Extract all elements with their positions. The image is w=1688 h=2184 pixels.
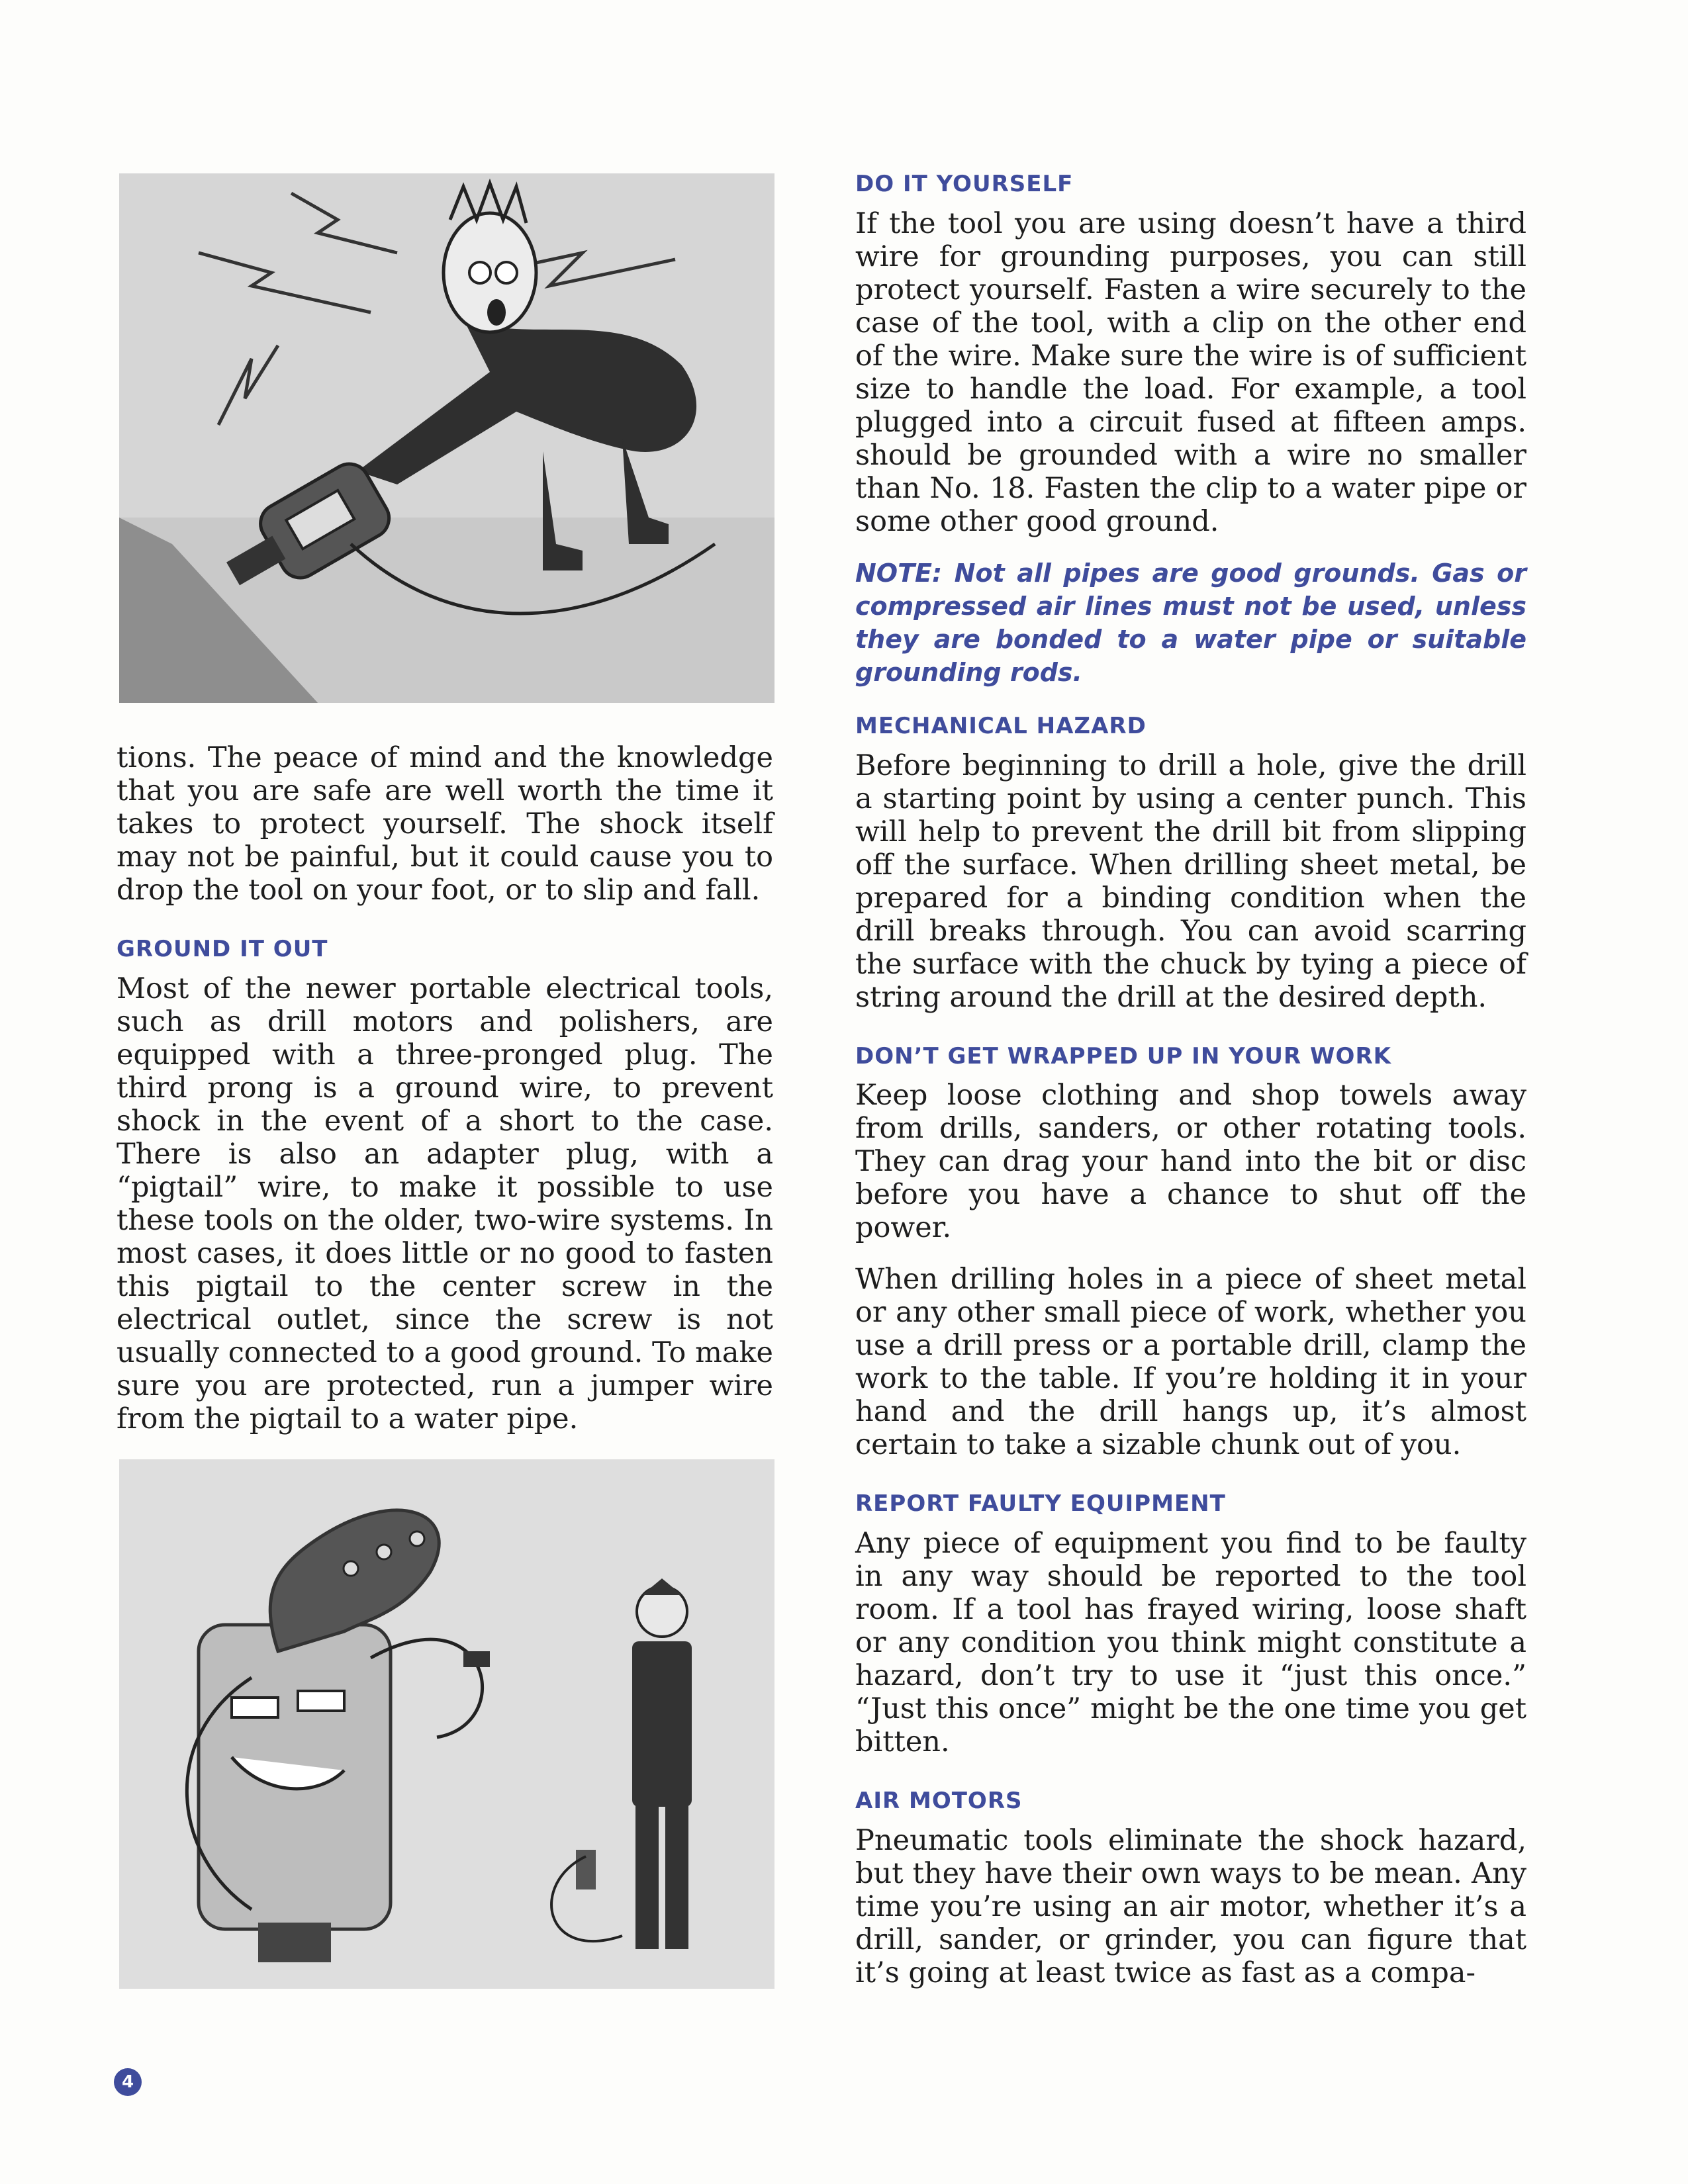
report-faulty-equipment-paragraph: Any piece of equipment you find to be faulty in any way should be reported to the tool room. If a tool has frayed wiring, loose shaft or any condition you think might constitute a hazard, don’t try to use it “just this once.” “Just this once” might be the one time you get bitten. [855, 1527, 1526, 1759]
ground-it-out-paragraph: Most of the newer portable electrical tools, such as drill motors and polishers, are equipped with a three-pronged plug. The third prong is a ground wire, to prevent shock in the event of a short to the case. There is also an adapter plug, with a “pigtail” wire, to make it possible to use these tools on the older, two-wire systems. In most cases, it does little or no good to fasten this pigtail to the center screw in the electrical outlet, since the screw is not usually connected to a good ground. To make sure you are protected, run a jumper wire from the pigtail to a water pipe. [117, 972, 773, 1435]
air-motors-heading: AIR MOTORS [855, 1788, 1023, 1815]
wrapped-up-heading: DON’T GET WRAPPED UP IN YOUR WORK [855, 1042, 1391, 1069]
ground-it-out-heading: GROUND IT OUT [117, 936, 328, 962]
continuation-paragraph: tions. The peace of mind and the knowledge that you are safe are well worth the time it takes to protect yourself. The shock itself may not be painful, but it could cause you to drop the tool on your foot, or to slip and fall. [117, 741, 773, 907]
right-column [855, 171, 1526, 2008]
page-number-badge: 4 [114, 2068, 142, 2096]
do-it-yourself-paragraph: If the tool you are using doesn’t have a third wire for grounding purposes, you can still protect yourself. Fasten a wire securely to the case of the tool, with a clip on the other end of the wire. Make sure the wire is of sufficient size to handle the load. For example, a tool plugged into a circuit fused at fifteen amps. should be grounded with a wire no smaller than No. 18. Fasten the clip to a water pipe or some other good ground. [855, 206, 1526, 538]
shocked-man-drill-drawing [119, 173, 774, 703]
wrapped-up-paragraph-1: Keep loose clothing and shop towels away from drills, sanders, or other rotating tools. They can drag your hand into the bit or disc before you have a chance to shut off the power. [855, 1079, 1526, 1245]
mechanical-hazard-paragraph: Before beginning to drill a hole, give the drill a starting point by using a center punch. This will help to prevent the drill bit from slipping off the surface. When drilling sheet metal, be prepared for a binding condition when the drill breaks through. You can avoid scarring the surface with the chuck by tying a piece of string around the drill at the desired depth. [855, 749, 1526, 1014]
do-it-yourself-heading: DO IT YOURSELF [855, 171, 1074, 197]
wrapped-up-paragraph-2: When drilling holes in a piece of sheet metal or any other small piece of work, whether you use a drill press or a portable drill, clamp the work to the table. If you’re holding it in your hand and the drill hangs up, it’s almost certain to take a sizable chunk out of you. [855, 1263, 1526, 1462]
report-faulty-equipment-heading: REPORT FAULTY EQUIPMENT [855, 1490, 1226, 1518]
drill-character-and-worker-illustration [119, 1459, 774, 1989]
drill-character-drawing [119, 1459, 774, 1989]
grounding-note: NOTE: Not all pipes are good grounds. Gas or compressed air lines must not be used, unless they are bonded to a water pipe or suitable grounding rods. [855, 558, 1526, 687]
shocked-man-drill-illustration [119, 173, 774, 703]
mechanical-hazard-heading: MECHANICAL HAZARD [855, 712, 1147, 739]
air-motors-paragraph: Pneumatic tools eliminate the shock hazard, but they have their own ways to be mean. Any time you’re using an air motor, whether it’s a drill, sander, or grinder, you can figure that it’s going at least twice as fast as a compa- [855, 1823, 1526, 1989]
left-column [117, 741, 773, 1454]
